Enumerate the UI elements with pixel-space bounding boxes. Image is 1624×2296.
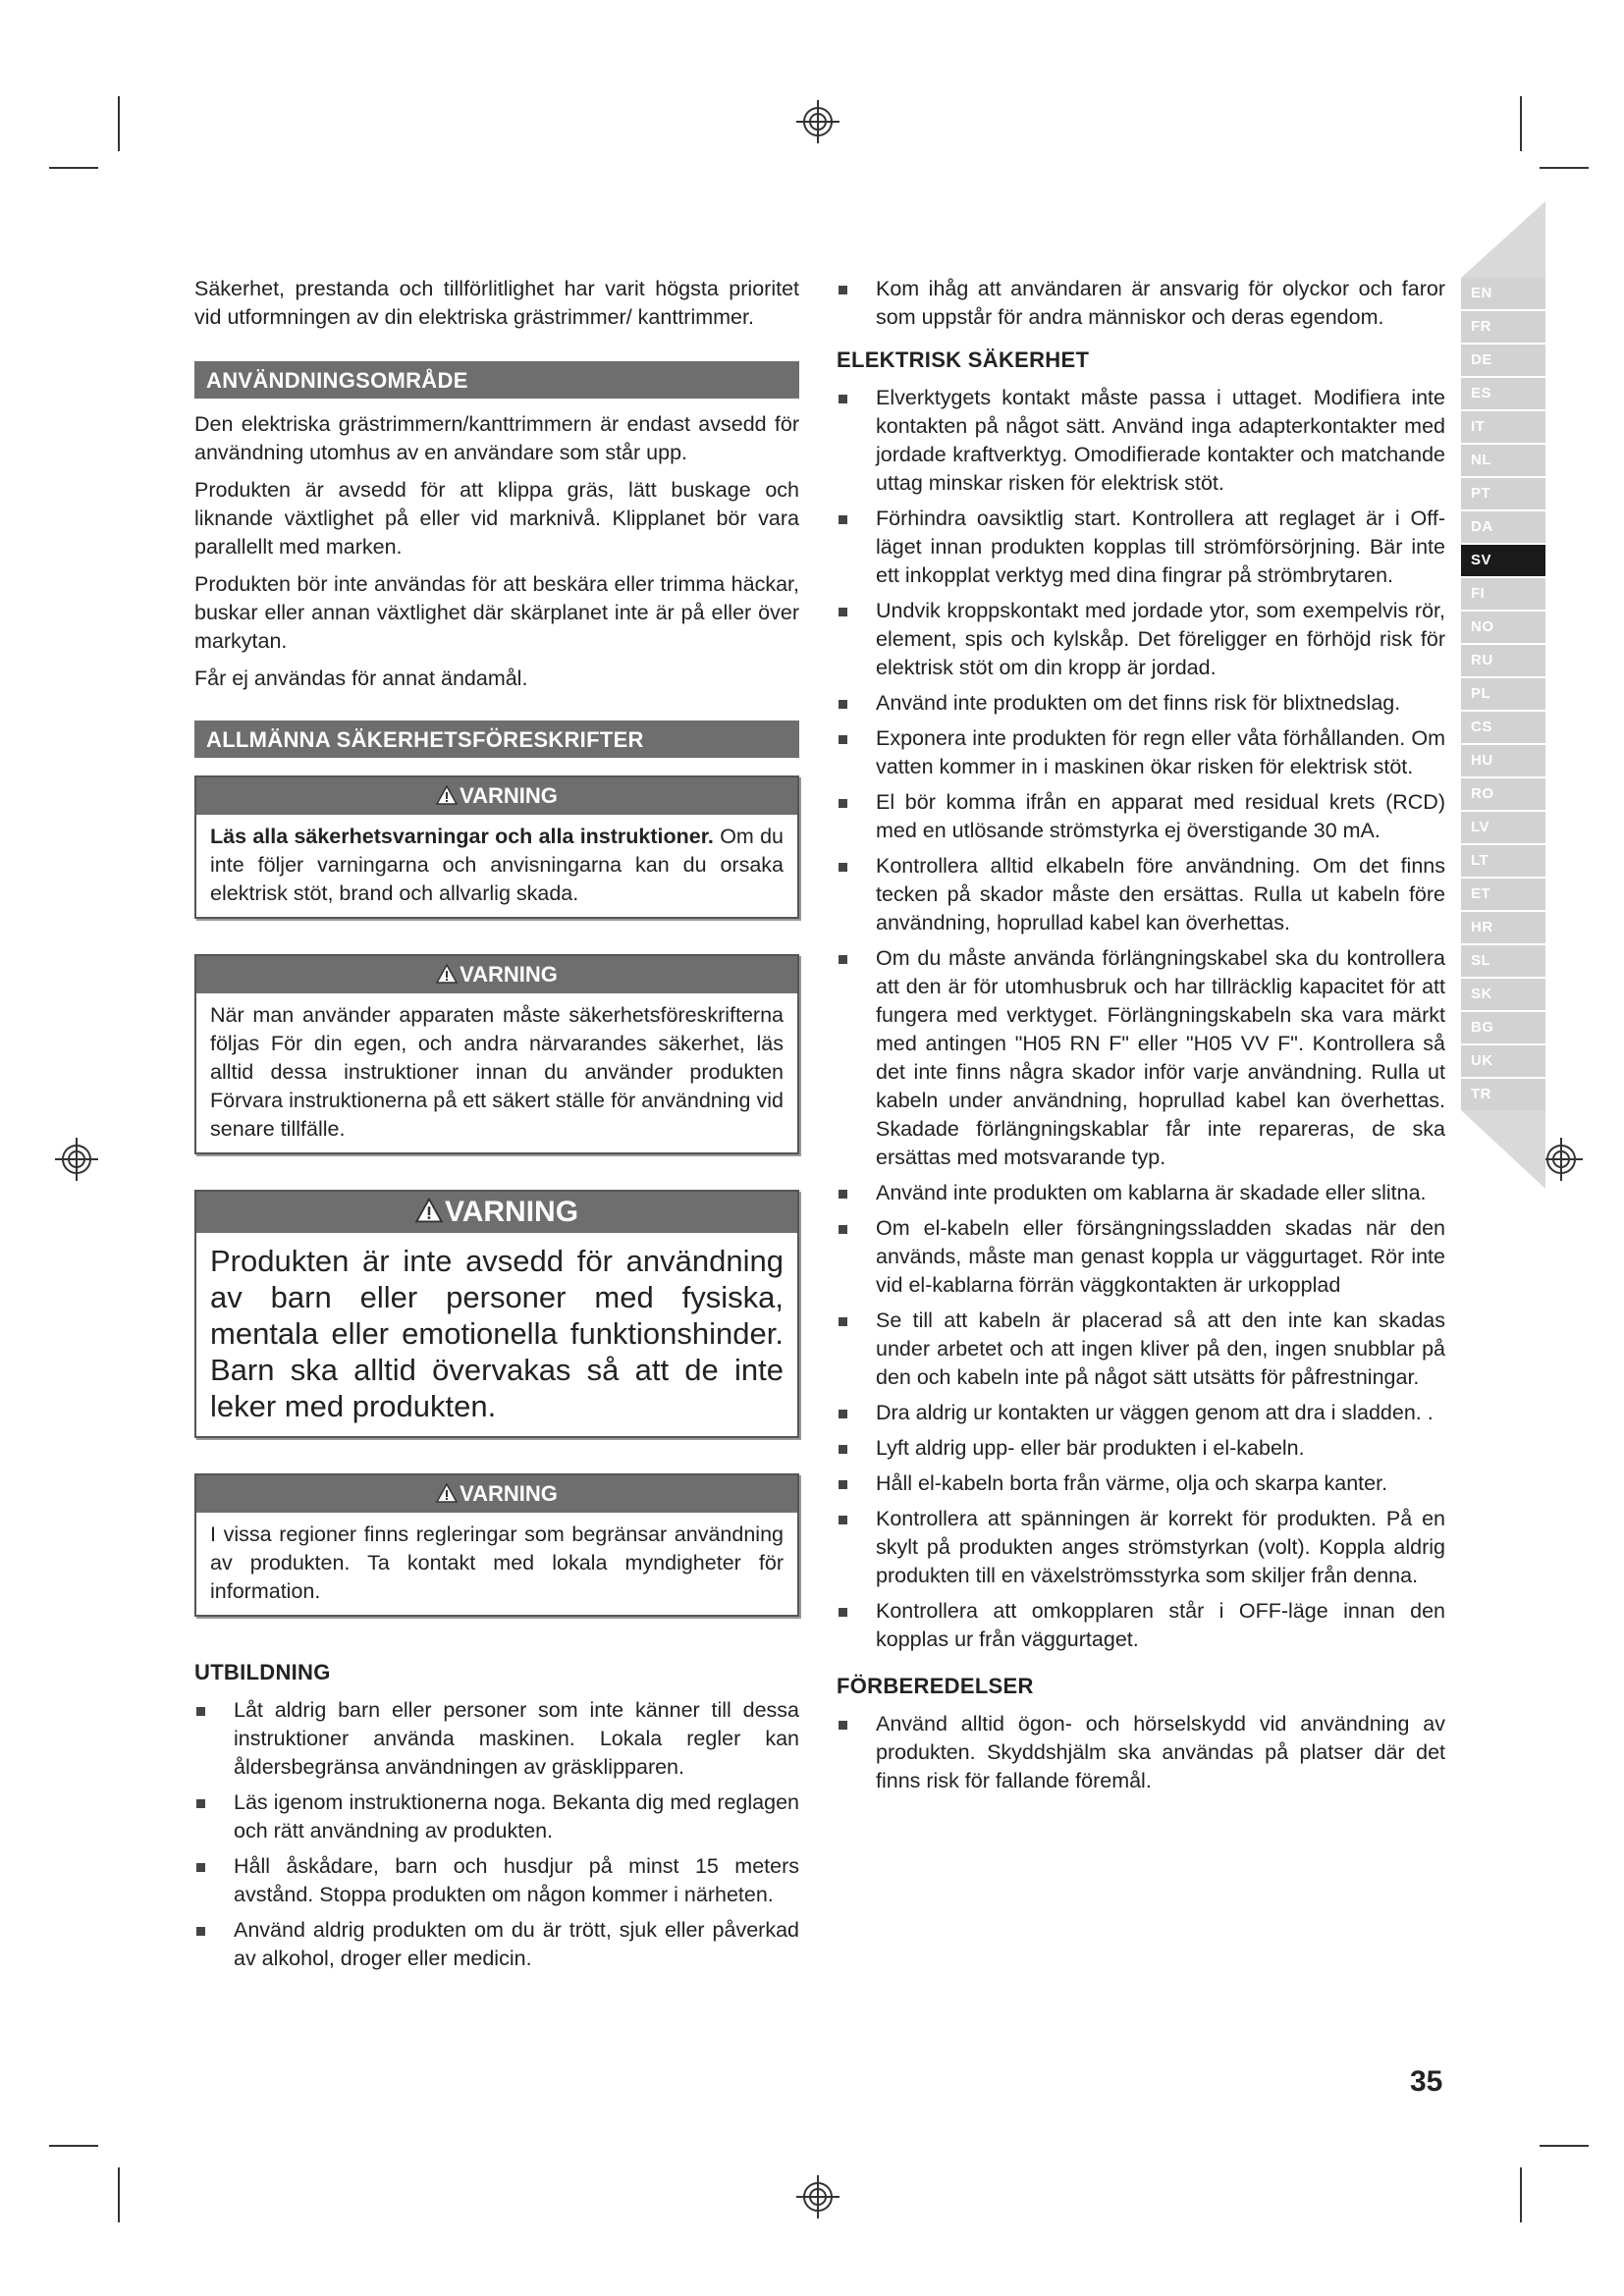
list-item: Om el-kabeln eller försängningssladden skadas när den används, måste man genast koppla ur väggurtaget. Rör inte vid el-kablarna förrän väggkontakten är urkopplad bbox=[837, 1214, 1445, 1300]
section-heading-usage: ANVÄNDNINGSOMRÅDE bbox=[194, 361, 799, 399]
language-tab-et[interactable]: ET bbox=[1461, 879, 1545, 910]
crop-mark bbox=[49, 167, 98, 169]
list-item: Undvik kroppskontakt med jordade ytor, som exempelvis rör, element, spis och kylskåp. Det föreligger en förhöjd risk för elektrisk stöt om din kropp är jordad. bbox=[837, 597, 1445, 682]
training-heading: UTBILDNING bbox=[194, 1660, 331, 1684]
warning-triangle-icon bbox=[415, 1198, 443, 1223]
list-item: Använd alltid ögon- och hörselskydd vid användning av produkten. Skyddshjälm ska användas på platser där det finns risk för fallande föremål. bbox=[837, 1710, 1445, 1795]
language-tab-hr[interactable]: HR bbox=[1461, 912, 1545, 943]
usage-paragraph: Får ej användas för annat ändamål. bbox=[194, 667, 528, 690]
crop-mark bbox=[1520, 2167, 1522, 2222]
list-item: Elverktygets kontakt måste passa i uttaget. Modifiera inte kontakten på något sätt. Använd inga adapterkontakter med jordade kraftverktyg. Omodifierade kontakter och matchande uttag minskar risken för elektrisk stöt. bbox=[837, 384, 1445, 498]
language-tab-sk[interactable]: SK bbox=[1461, 979, 1545, 1010]
training-list bbox=[194, 1696, 799, 1973]
language-tab-hu[interactable]: HU bbox=[1461, 745, 1545, 776]
registration-mark-icon bbox=[796, 100, 839, 143]
language-tab-ro[interactable]: RO bbox=[1461, 778, 1545, 810]
crop-mark bbox=[1520, 96, 1522, 151]
warning-text: Om du inte följer varningarna och anvisningarna kan du orsaka elektrisk stöt, brand och allvarlig skada. bbox=[210, 825, 785, 905]
right-column bbox=[837, 275, 1445, 1802]
warning-triangle-icon bbox=[436, 1483, 458, 1503]
language-tab-de[interactable]: DE bbox=[1461, 345, 1545, 376]
language-tab-pl[interactable]: PL bbox=[1461, 678, 1545, 710]
tab-strip-bottom-decoration bbox=[1461, 1110, 1545, 1189]
language-tab-strip bbox=[1461, 278, 1545, 1112]
language-tab-ru[interactable]: RU bbox=[1461, 645, 1545, 676]
language-tab-bg[interactable]: BG bbox=[1461, 1012, 1545, 1043]
warning-box bbox=[194, 1190, 799, 1438]
language-tab-en[interactable]: EN bbox=[1461, 278, 1545, 309]
list-item: Förhindra oavsiktlig start. Kontrollera att reglaget är i Off-läget innan produkten kopplas till strömförsörjning. Bär inte ett inkopplat verktyg med dina fingrar på strömbrytaren. bbox=[837, 505, 1445, 590]
preparation-list bbox=[837, 1710, 1445, 1795]
warning-box bbox=[194, 1473, 799, 1617]
warning-header bbox=[196, 777, 797, 815]
electrical-safety-list bbox=[837, 384, 1445, 1654]
warning-body bbox=[196, 815, 797, 917]
list-item: Håll el-kabeln borta från värme, olja och skarpa kanter. bbox=[837, 1469, 1445, 1498]
section-heading-general-safety: ALLMÄNNA SÄKERHETSFÖRESKRIFTER bbox=[194, 721, 799, 758]
crop-mark bbox=[1540, 2145, 1589, 2147]
warning-header bbox=[196, 956, 797, 993]
language-tab-it[interactable]: IT bbox=[1461, 411, 1545, 443]
list-item: Kontrollera alltid elkabeln före användning. Om det finns tecken på skador måste den ersättas. Rulla ut kabeln före användning, hoprullad kabel kan överhettas. bbox=[837, 852, 1445, 937]
warning-title: VARNING bbox=[444, 1196, 579, 1228]
registration-mark-icon bbox=[1540, 1138, 1583, 1181]
warning-triangle-icon bbox=[436, 785, 458, 805]
list-item: Kontrollera att spänningen är korrekt för produkten. På en skylt på produkten anges strömstyrkan (volt). Koppla aldrig produkten till en växelströmsstyrka som skiljer från denna. bbox=[837, 1505, 1445, 1590]
warning-title: VARNING bbox=[460, 962, 558, 987]
electrical-safety-heading: ELEKTRISK SÄKERHET bbox=[837, 347, 1090, 372]
language-tab-nl[interactable]: NL bbox=[1461, 445, 1545, 476]
intro-paragraph: Säkerhet, prestanda och tillförlitlighet har varit högsta prioritet vid utformningen av din elektriska grästrimmer/ kanttrimmer. bbox=[194, 277, 799, 329]
preparation-heading: FÖRBEREDELSER bbox=[837, 1674, 1034, 1698]
intro-list bbox=[837, 275, 1445, 332]
crop-mark bbox=[1540, 167, 1589, 169]
list-item: Använd inte produkten om kablarna är skadade eller slitna. bbox=[837, 1179, 1445, 1207]
list-item: Använd inte produkten om det finns risk för blixtnedslag. bbox=[837, 689, 1445, 718]
usage-paragraph: Den elektriska grästrimmern/kanttrimmern är endast avsedd för användning utomhus av en användare som står upp. bbox=[194, 412, 799, 464]
list-item: Låt aldrig barn eller personer som inte känner till dessa instruktioner använda maskinen. Lokala regler kan åldersbegränsa användningen av gräsklipparen. bbox=[194, 1696, 799, 1782]
registration-mark-icon bbox=[55, 1138, 98, 1181]
page-number: 35 bbox=[1410, 2065, 1443, 2098]
list-item: Se till att kabeln är placerad så att den inte kan skadas under arbetet och att ingen kliver på den, ingen snubblar på den och kabeln inte på något sätt utsätts för påfrestningar. bbox=[837, 1307, 1445, 1392]
language-tab-es[interactable]: ES bbox=[1461, 378, 1545, 409]
list-item: Håll åskådare, barn och husdjur på minst 15 meters avstånd. Stoppa produkten om någon kommer i närheten. bbox=[194, 1852, 799, 1909]
tab-strip-top-decoration bbox=[1461, 201, 1545, 278]
warning-box bbox=[194, 954, 799, 1154]
list-item: Kontrollera att omkopplaren står i OFF-läge innan den kopplas ur från väggurtaget. bbox=[837, 1597, 1445, 1654]
language-tab-fi[interactable]: FI bbox=[1461, 578, 1545, 610]
language-tab-tr[interactable]: TR bbox=[1461, 1079, 1545, 1110]
language-tab-da[interactable]: DA bbox=[1461, 511, 1545, 543]
crop-mark bbox=[118, 96, 120, 151]
warning-header bbox=[196, 1475, 797, 1513]
list-item: Lyft aldrig upp- eller bär produkten i el-kabeln. bbox=[837, 1434, 1445, 1463]
warning-title: VARNING bbox=[460, 1481, 558, 1506]
language-tab-lv[interactable]: LV bbox=[1461, 812, 1545, 843]
language-tab-uk[interactable]: UK bbox=[1461, 1045, 1545, 1077]
language-tab-sl[interactable]: SL bbox=[1461, 945, 1545, 977]
list-item: Om du måste använda förlängningskabel ska du kontrollera att den är för utomhusbruk och har tillräcklig kapacitet för att fungera med verktyget. Förlängningskabeln ska vara märkt med antingen "H05 RN F" eller "H05 VV F". Kontrollera så det inte finns några skador inför varje användning. Rulla ut kabeln under användning, hoprullad kabel kan överhettas. Skadade förlängningskablar får inte repareras, de ska ersättas med motsvarande typ. bbox=[837, 944, 1445, 1172]
warning-triangle-icon bbox=[436, 964, 458, 984]
list-item: Dra aldrig ur kontakten ur väggen genom att dra i sladden. . bbox=[837, 1399, 1445, 1427]
registration-mark-icon bbox=[796, 2175, 839, 2218]
warning-lead: Läs alla säkerhetsvarningar och alla instruktioner. bbox=[210, 825, 714, 848]
warning-box bbox=[194, 775, 799, 919]
warning-text: I vissa regioner finns regleringar som begränsar användning av produkten. Ta kontakt med lokala myndigheter för information. bbox=[210, 1522, 784, 1603]
list-item: Kom ihåg att användaren är ansvarig för olyckor och faror som uppstår för andra människor och deras egendom. bbox=[837, 275, 1445, 332]
crop-mark bbox=[118, 2167, 120, 2222]
language-tab-cs[interactable]: CS bbox=[1461, 712, 1545, 743]
usage-paragraph: Produkten är avsedd för att klippa gräs, lätt buskage och liknande växtlighet på eller vid marknivå. Klipplanet bör vara parallellt med marken. bbox=[194, 478, 799, 559]
language-tab-pt[interactable]: PT bbox=[1461, 478, 1545, 509]
list-item: El bör komma ifrån en apparat med residual krets (RCD) med en utlösande strömstyrka ej överstigande 30 mA. bbox=[837, 788, 1445, 845]
usage-paragraph: Produkten bör inte användas för att beskära eller trimma häckar, buskar eller annan växtlighet där skärplanet inte är på eller över markytan. bbox=[194, 572, 799, 653]
warning-text: Produkten är inte avsedd för användning av barn eller personer med fysiska, mentala eller emotionella funktionshinder. Barn ska alltid övervakas så att de inte leker med produkten. bbox=[210, 1244, 784, 1423]
language-tab-sv[interactable]: SV bbox=[1461, 545, 1545, 576]
list-item: Använd aldrig produkten om du är trött, sjuk eller påverkad av alkohol, droger eller medicin. bbox=[194, 1916, 799, 1973]
language-tab-fr[interactable]: FR bbox=[1461, 311, 1545, 343]
crop-mark bbox=[49, 2145, 98, 2147]
warning-text: När man använder apparaten måste säkerhetsföreskrifterna följas För din egen, och andra närvarandes säkerhet, läs alltid dessa instruktioner innan du använder produkten Förvara instruktionerna på ett säkert ställe för användning vid senare tillfälle. bbox=[210, 1003, 784, 1141]
left-column bbox=[194, 275, 799, 1980]
language-tab-lt[interactable]: LT bbox=[1461, 845, 1545, 877]
list-item: Läs igenom instruktionerna noga. Bekanta dig med reglagen och rätt användning av produkten. bbox=[194, 1789, 799, 1845]
warning-header bbox=[196, 1192, 797, 1233]
list-item: Exponera inte produkten för regn eller våta förhållanden. Om vatten kommer in i maskinen ökar risken för elektrisk stöt. bbox=[837, 724, 1445, 781]
warning-title: VARNING bbox=[460, 783, 558, 808]
language-tab-no[interactable]: NO bbox=[1461, 612, 1545, 643]
